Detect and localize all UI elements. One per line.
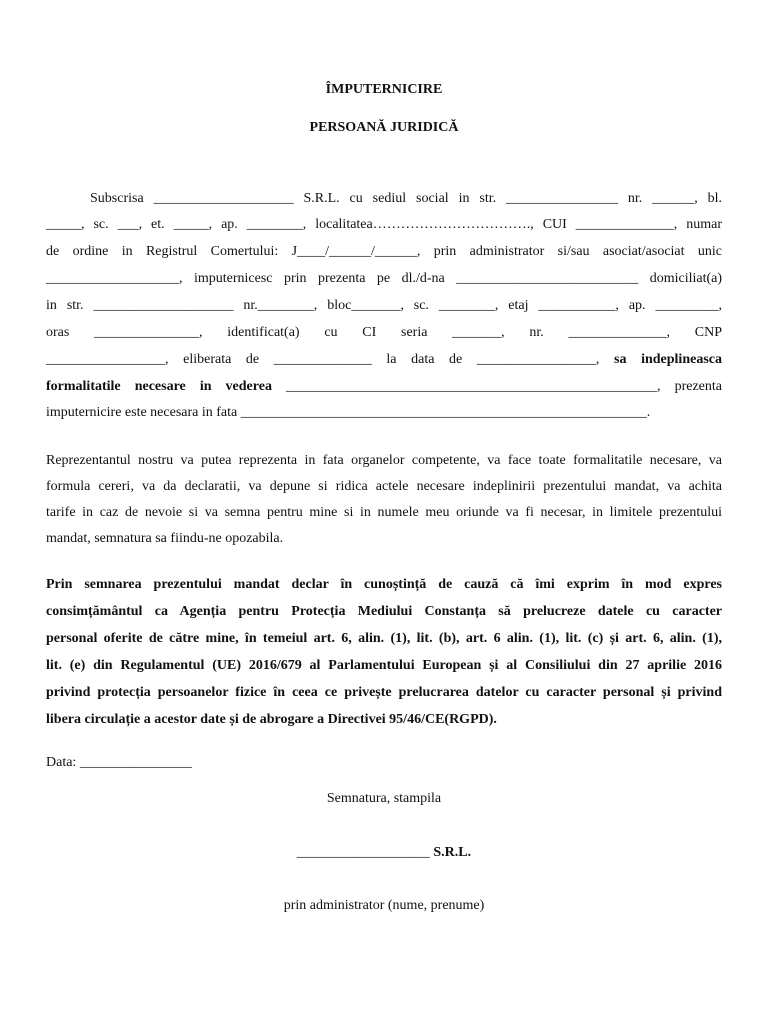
document-title: ÎMPUTERNICIRE bbox=[325, 82, 443, 97]
paragraph-line: ___________________, imputernicesc prin prezenta pe dl./d-na __________________________ domiciliat(a) bbox=[46, 271, 722, 286]
signature-label: Semnatura, stampila bbox=[326, 791, 442, 806]
paragraph-line: oras _______________, identificat(a) cu CI seria _______, nr. ______________, CNP bbox=[46, 325, 722, 340]
date-field: Data: ________________ bbox=[46, 755, 192, 770]
paragraph-line: tarife in caz de nevoie si va semna pentru mine si in numele meu oriunde va fi necesar, in limitele prezentului bbox=[46, 505, 722, 520]
paragraph-line: libera circulație a acestor date și de abrogare a Directivei 95/46/CE(RGPD). bbox=[46, 712, 497, 727]
paragraph-line-bold: formalitatile necesare in vederea bbox=[46, 379, 272, 394]
paragraph-line: mandat, semnatura sa fiindu-ne opozabila. bbox=[46, 531, 284, 546]
paragraph-line: Reprezentantul nostru va putea reprezenta in fata organelor competente, va face toate formalitatile necesare, va bbox=[46, 453, 722, 468]
administrator-label: prin administrator (nume, prenume) bbox=[283, 898, 485, 913]
paragraph-line bbox=[46, 351, 722, 369]
paragraph-line: Subscrisa ____________________ S.R.L. cu sediul social in str. ________________ nr. ______, bl. bbox=[90, 191, 722, 206]
paragraph-line: formula cereri, va da declaratii, va depune si ridica actele necesare indeplinirii prezentului mandat, va achita bbox=[46, 479, 722, 494]
paragraph-line-text: _________________, eliberata de ______________ la data de _________________, bbox=[46, 352, 600, 367]
document-subtitle: PERSOANĂ JURIDICĂ bbox=[309, 120, 459, 135]
paragraph-line: in str. ____________________ nr.________, bloc_______, sc. ________, etaj ___________, ap. _________, bbox=[46, 298, 722, 313]
paragraph-line bbox=[46, 378, 722, 396]
paragraph-line: lit. (e) din Regulamentul (UE) 2016/679 al Parlamentului European și al Consiliului din 27 aprilie 2016 bbox=[46, 658, 722, 673]
company-suffix: S.R.L. bbox=[433, 845, 472, 860]
paragraph-line: de ordine in Registrul Comertului: J____/______/______, prin administrator si/sau asociat/asociat unic bbox=[46, 244, 722, 259]
paragraph-line: personal oferite de către mine, în temeiul art. 6, alin. (1), lit. (b), art. 6 alin. (1), lit. (c) și art. 6, alin. (1), bbox=[46, 631, 722, 646]
paragraph-line: imputernicire este necesara in fata __________________________________________________________. bbox=[46, 405, 651, 420]
company-name-blank: ___________________ bbox=[296, 845, 430, 860]
paragraph-line-bold: sa indeplineasca bbox=[614, 352, 722, 367]
paragraph-line-text: _____________________________________________________, prezenta bbox=[286, 379, 723, 394]
paragraph-line: consimțământul ca Agenția pentru Protecția Mediului Constanța să prelucreze datele cu caracter bbox=[46, 604, 722, 619]
paragraph-line: _____, sc. ___, et. _____, ap. ________, localitatea……………………………., CUI ______________, numar bbox=[46, 217, 722, 232]
company-signature-line bbox=[0, 845, 768, 861]
paragraph-line: Prin semnarea prezentului mandat declar în cunoștință de cauză că îmi exprim în mod expres bbox=[46, 577, 722, 592]
paragraph-line: privind protecția persoanelor fizice în ceea ce privește prelucrarea datelor cu caracter personal și privind bbox=[46, 685, 722, 700]
